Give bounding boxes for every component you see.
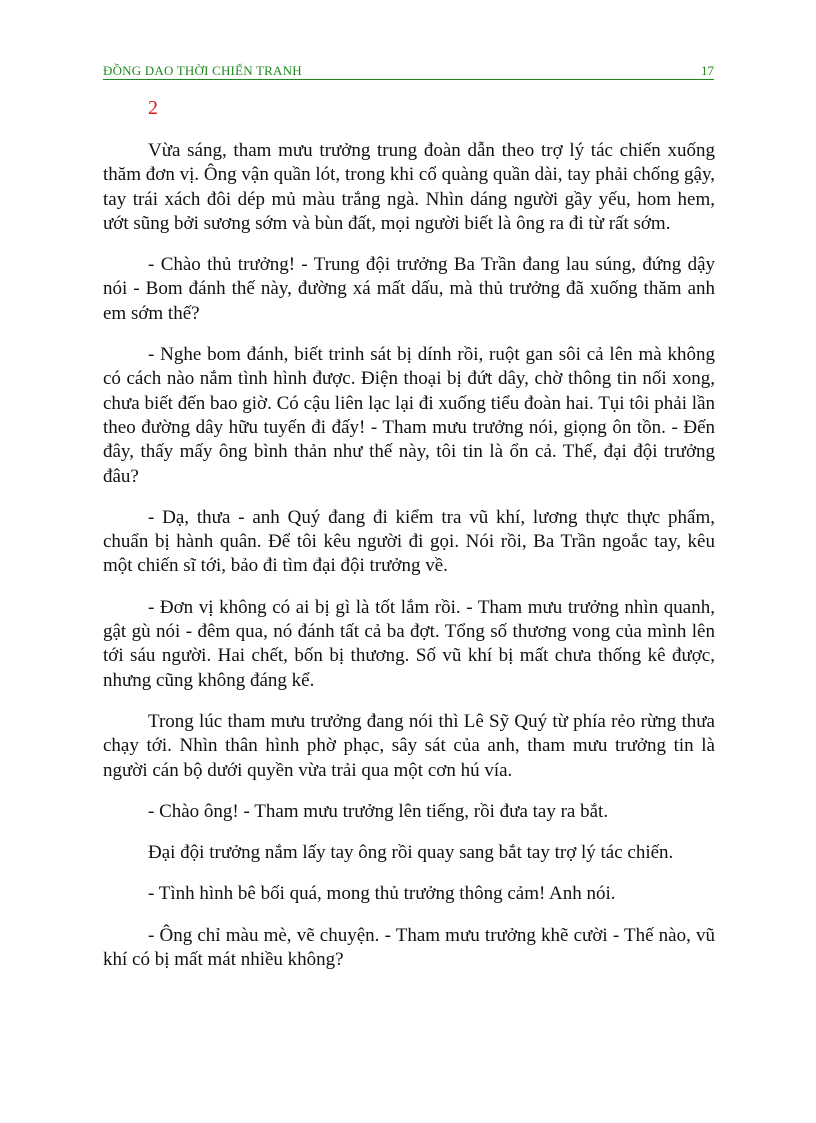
paragraph: - Nghe bom đánh, biết trinh sát bị dính rồi, ruột gan sôi cả lên mà không có cách nào nắm tình hình được. Điện thoại bị đứt dây, chờ thông tin nối xong, chưa biết đến bao giờ. Có cậu liên lạc lại đi xuống tiểu đoàn hai. Tụi tôi phải lần theo đường dây hữu tuyến đi đấy! - Tham mưu trưởng nói, giọng ôn tồn. - Đến đây, thấy mấy ông bình thản như thế này, tôi tin là ổn cả. Thế, đại đội trưởng đâu? [103,344,715,487]
paragraph: - Chào ông! - Tham mưu trưởng lên tiếng, rồi đưa tay ra bắt. [148,800,609,822]
paragraph: - Tình hình bê bối quá, mong thủ trưởng thông cảm! Anh nói. [148,883,616,905]
book-title: ĐỒNG DAO THỜI CHIẾN TRANH [103,63,302,78]
paragraph: Trong lúc tham mưu trưởng đang nói thì Lê Sỹ Quý từ phía rẻo rừng thưa chạy tới. Nhìn thân hình phờ phạc, sây sát của anh, tham mưu trưởng tin là người cán bộ dưới quyền vừa trải qua một cơn hú vía. [103,710,715,781]
paragraph: - Dạ, thưa - anh Quý đang đi kiểm tra vũ khí, lương thực thực phẩm, chuẩn bị hành quân. Để tôi kêu người đi gọi. Nói rồi, Ba Trần ngoắc tay, kêu một chiến sĩ tới, bảo đi tìm đại đội trưởng về. [103,506,715,577]
paragraph: - Ông chỉ màu mè, vẽ chuyện. - Tham mưu trưởng khẽ cười - Thế nào, vũ khí có bị mất mát nhiều không? [103,924,715,971]
page-number: 17 [701,63,714,78]
body-text [103,139,715,989]
chapter-number: 2 [148,97,158,119]
paragraph: Đại đội trưởng nắm lấy tay ông rồi quay sang bắt tay trợ lý tác chiến. [148,842,674,864]
paragraph: - Đơn vị không có ai bị gì là tốt lắm rồi. - Tham mưu trưởng nhìn quanh, gật gù nói - đêm qua, nó đánh tất cả ba đợt. Tổng số thương vong của mình lên tới sáu người. Hai chết, bốn bị thương. Số vũ khí bị mất chưa thống kê được, nhưng cũng không đáng kể. [103,596,715,691]
running-header [103,62,714,80]
paragraph: - Chào thủ trưởng! - Trung đội trưởng Ba Trần đang lau súng, đứng dậy nói - Bom đánh thế này, đường xá mất dấu, mà thủ trưởng đã xuống thăm anh em sớm thế? [103,254,715,324]
paragraph: Vừa sáng, tham mưu trưởng trung đoàn dẫn theo trợ lý tác chiến xuống thăm đơn vị. Ông vận quần lót, trong khi cổ quàng quần dài, tay phải chống gậy, tay trái xách đôi dép mủ màu trắng ngà. Nhìn dáng người gầy yếu, hom hem, ướt sũng bởi sương sớm và bùn đất, mọi người biết là ông ra đi từ rất sớm. [103,140,715,234]
